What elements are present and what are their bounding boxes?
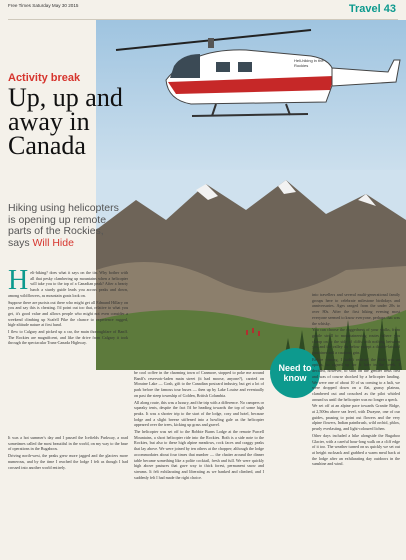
- rotor-mast: [208, 38, 214, 48]
- paragraph: You can choose the ruggedness of your walks, from gentle stroll to mountaineering routes where you clamp on to the side of cliffs with nothing between you and the valley far below except a double-latched carabiner and a cautious grin.: [312, 327, 400, 356]
- kicker-label: Activity break: [8, 72, 81, 84]
- paragraph: We set off at an alpine pace towards Granite Ridge, at 2,500m above sea level, with Dwayne, one of our guides, pausing to point out flowers and the very alpine flowers, Indian paintbrush, wild orchid, phlox, pearly everlasting, and light-coloured lichen.: [312, 403, 400, 432]
- paragraph: It was a hot summer's day and I passed the Icefields Parkway, a road sometimes called the most beautiful in the world, on my way to the base of operations in the Bugaboos.: [8, 435, 128, 452]
- body-column-2: [134, 370, 264, 553]
- cabin-window: [238, 62, 252, 72]
- skid-strut: [212, 104, 216, 116]
- section-title: Travel 43: [348, 3, 396, 15]
- paragraph: Driving north-west, the peaks grew more jagged and the glaciers more numerous, and by the time I reached the lodge I felt as though I had crossed into another world entirely.: [8, 453, 128, 470]
- byline: Will Hide: [32, 236, 74, 249]
- paragraph: I flew to Calgary and picked up a car, the main thoroughfare of Banff. The Rockies are magnificent, and like the drive from Calgary it took through the spectacular Trans-Canada Highway.: [8, 329, 128, 346]
- body-column-1b: [8, 435, 128, 553]
- headline: Up, up and away in Canada: [8, 83, 123, 160]
- paragraph: Suppose there are purists out there who might get all Edmund Hillary on you and say this is cheating. I'd point out too that, relative to what you get, it's good value and allows people who might not even consider a weekend climbing up Scafell Pike the chance to experience rugged, high-altitude nature at first hand.: [8, 299, 128, 328]
- paragraph: All along route, this was a luxury, and the trip with a difference. No campers or squeaky tents, despite the fact I'd be heading towards the top of some high peaks. It was a shorter trip to the start of the lodge, cosy and hotel, because lodge and a slight breeze stiffened into a howling gale as the helicopter appeared over the trees, kicking up grass and gravel.: [134, 399, 264, 428]
- standfirst-text: Hiking using helicopters is opening up remote parts of the Rockies, says: [8, 202, 119, 249]
- paragraph: eli-hiking? does what it says on the tin. Why bother with all that pesky clambering up mountains when a helicopter will take you to the top of a Canadian peak? After a hearty lunch a sturdy guide leads you across peaks and down, among wildflowers, as mountain goats look on.: [8, 270, 128, 298]
- paragraph: The helicopter was set off to the Bobbie Burns Lodge at the remote Purcell Mountains, a short helicopter ride into the Rockies. Both is a side note to the Rockies, but also to these high alpine meadows, rock faces and craggy peaks that lay above. We were joined by ten others at the chopper; although the lodge accommodates about four times that number — the chatter around the dinner table became something like a polite cocktail, fresh and full. We were quickly high above pastures that gave way to thick forest, permanent snow and streams. It felt exhilarating and liberating as we banked and climbed, and I suddenly felt I had made the right choice.: [134, 429, 264, 480]
- body-column-1: [8, 270, 128, 428]
- cockpit-window: [170, 54, 200, 78]
- helicopter-illustration: [96, 20, 406, 182]
- paragraph: into travellers and several multi-generational family groups here to celebrate milestone birthdays and anniversaries. Ages ranged from the under 20s to over 80s. After the first hiking evening most everyone seemed to know everyone, perhaps that was the whisky.: [312, 292, 400, 326]
- paragraph: Other days included a hike alongside the Bugaboo Glacier, with a careful hour-long walk on a cliff edge of it too. The weather turned on us quickly we set out at height rucksack and grabbed a warm meal back at the lodge after an exhilarating day outdoors in the sunshine and wind.: [312, 432, 400, 467]
- photo-caption: Heli-hiking in the Rockies: [294, 58, 324, 68]
- tail-boom: [332, 60, 400, 86]
- paragraph: Before coming, I hadn't realised the little was an option, so signed up for it later in the week. I decided, however, to start on the gentler treks first and was of course shocked by a helicopter landing. We were one of about 10 of us coming to a halt, we were dropped down on a flat, grassy plateau, clambered out and crouched as the pilot whirled around us until the helicopter was no longer a speck.: [312, 356, 400, 402]
- body-column-3: [312, 292, 400, 554]
- standfirst: [8, 203, 124, 249]
- paragraph: be cool coffee in the charming town of Canmore, stopped to poke me around Banff's reservoir-laden main street (it had moose, anyone?), carried on Moraine Lake — Gosh, gift to the Canadian postcard industry, but get a lot of park before the famous tour buses — then up by Lake Louise and eventually on past the steep township of Golden, British Columbia.: [134, 370, 264, 398]
- dropcap: H: [8, 270, 29, 296]
- page-header-dateline: Free Times Saturday May 30 2015: [8, 3, 79, 8]
- cabin-window: [216, 62, 230, 72]
- need-to-know-badge: Need to know: [270, 348, 320, 398]
- hero-sky: [96, 20, 406, 182]
